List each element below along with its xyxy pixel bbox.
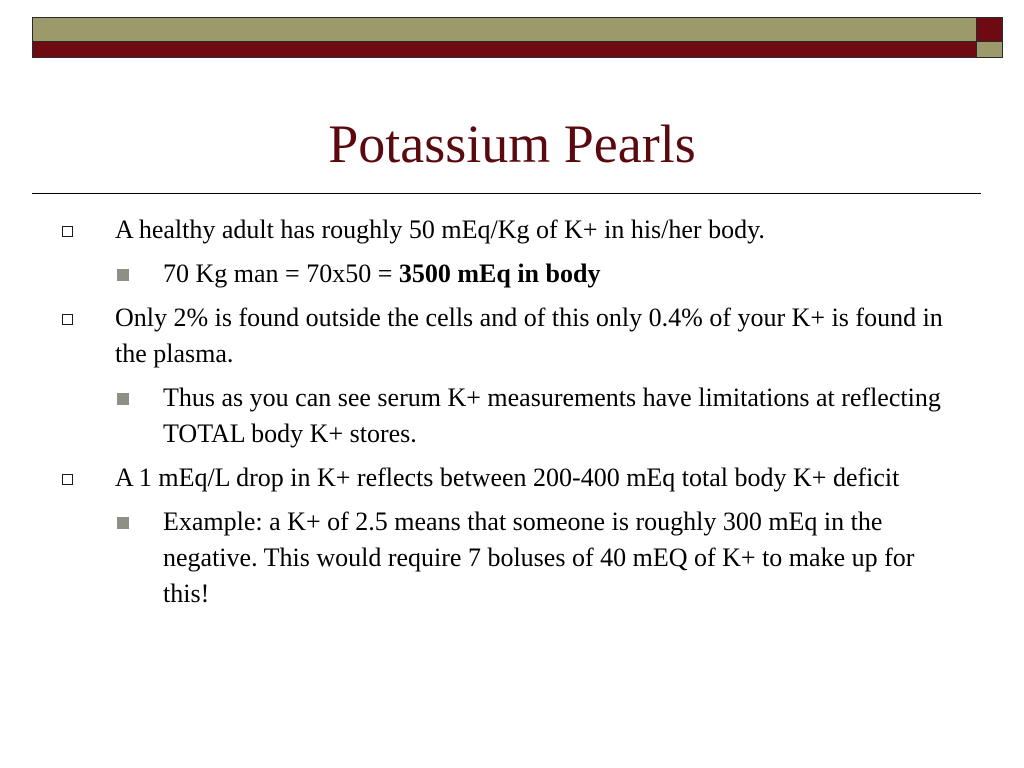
- sub-bullet-1-bold: 3500 mEq in body: [398, 259, 601, 288]
- sub-bullet-2: [62, 380, 962, 452]
- bullet-1-text: A healthy adult has roughly 50 mEq/Kg of K+ in his/her body.: [115, 215, 765, 244]
- bullet-1: [62, 212, 962, 248]
- filled-square-bullet-icon: [117, 517, 129, 529]
- sub-bullet-3: [62, 504, 962, 612]
- bullet-2-text: Only 2% is found outside the cells and of this only 0.4% of your K+ is found in the plasma.: [115, 303, 943, 368]
- sub-bullet-1-text: 70 Kg man = 70x50 =: [163, 259, 399, 288]
- bullet-2: [62, 300, 962, 372]
- hollow-square-bullet-icon: [62, 474, 73, 485]
- header-bar-red: [32, 42, 977, 58]
- title-divider: [32, 193, 981, 194]
- hollow-square-bullet-icon: [62, 226, 73, 237]
- sub-bullet-2-text: Thus as you can see serum K+ measurements have limitations at reflecting TOTAL body K+ stores.: [163, 383, 941, 448]
- slide-content: [62, 212, 962, 620]
- bullet-3-text: A 1 mEq/L drop in K+ reflects between 200-400 mEq total body K+ deficit: [115, 463, 900, 492]
- header-bar-olive: [32, 17, 977, 42]
- filled-square-bullet-icon: [117, 269, 129, 281]
- sub-bullet-3-text: Example: a K+ of 2.5 means that someone is roughly 300 mEq in the negative. This would require 7 boluses of 40 mEQ of K+ to make up for this!: [163, 507, 915, 608]
- header-square-red: [977, 17, 1003, 42]
- sub-bullet-1: [62, 256, 962, 292]
- bullet-3: [62, 460, 962, 496]
- hollow-square-bullet-icon: [62, 314, 73, 325]
- filled-square-bullet-icon: [117, 393, 129, 405]
- header-square-olive: [977, 42, 1003, 58]
- slide-title: Potassium Pearls: [328, 114, 696, 174]
